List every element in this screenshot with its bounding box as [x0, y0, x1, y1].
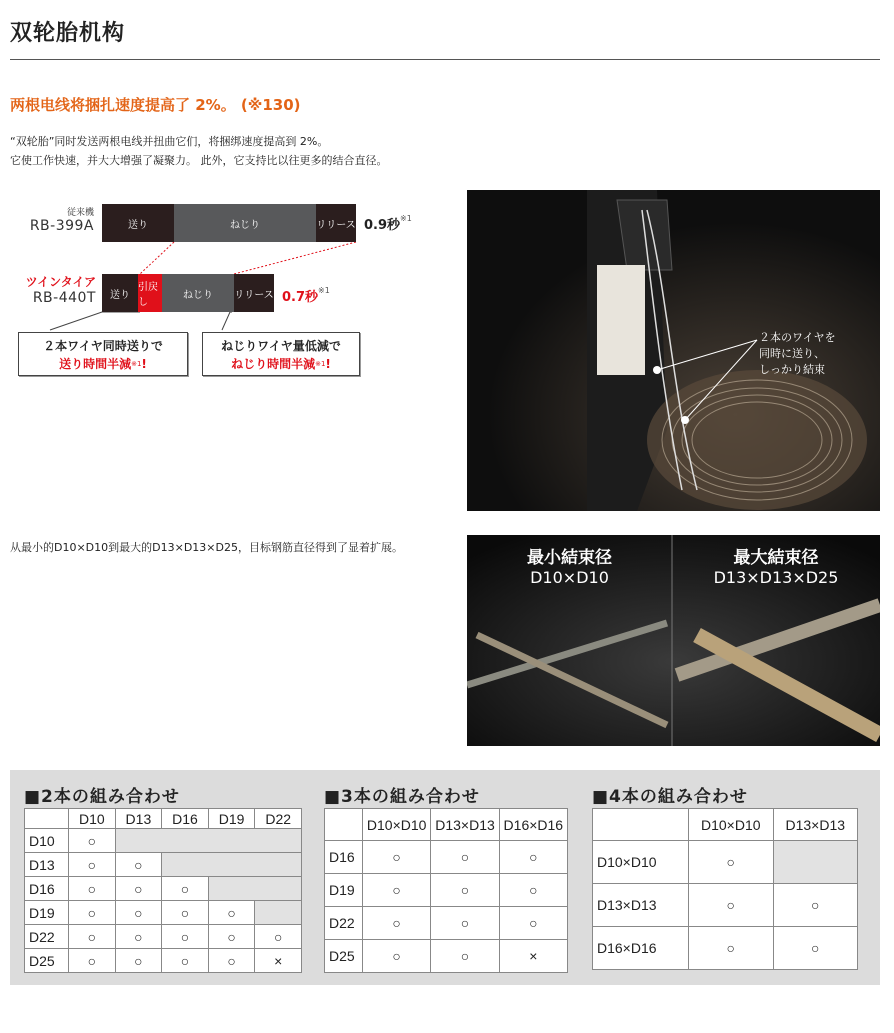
row-header: D13×D13 — [593, 884, 689, 927]
column-header: D19 — [208, 809, 255, 829]
compat-cell: ○ — [499, 874, 567, 907]
column-header: D16 — [162, 809, 209, 829]
new-time-value: 0.7秒 — [282, 290, 319, 305]
compat-cell: ○ — [431, 841, 499, 874]
row-header: D22 — [325, 907, 363, 940]
callout-twist — [202, 332, 360, 376]
new-machine-label — [10, 276, 96, 306]
compat-cell: ○ — [208, 925, 255, 949]
new-seg-pullback: 引戻し — [138, 274, 162, 312]
old-time-note: ※1 — [400, 214, 412, 223]
compat-cell: ○ — [363, 841, 431, 874]
row-header: D10 — [25, 829, 69, 853]
compat-cell: ○ — [162, 925, 209, 949]
compat-cell: ○ — [499, 841, 567, 874]
old-time-value: 0.9秒 — [364, 218, 401, 233]
old-machine-model: RB-399A — [29, 218, 94, 235]
row-header: D16×D16 — [593, 927, 689, 970]
compat-cell: ○ — [431, 907, 499, 940]
table-row — [593, 927, 858, 970]
row-header: D16 — [325, 841, 363, 874]
compat-cell: ○ — [162, 877, 209, 901]
max-diameter-value: D13×D13×D25 — [713, 568, 839, 587]
compat-cell: ○ — [255, 925, 302, 949]
compat-cell: ○ — [115, 925, 162, 949]
new-time-note: ※1 — [318, 286, 330, 295]
table-row — [25, 901, 302, 925]
compat-cell: ○ — [69, 829, 116, 853]
machine-photo — [467, 190, 880, 511]
min-diameter-title: 最小結束径 — [527, 548, 612, 568]
compat-cell: ○ — [689, 927, 774, 970]
compat-cell: ○ — [689, 841, 774, 884]
four-bar-title: ■4本の組み合わせ — [592, 787, 748, 807]
headline: 两根电线将捆扎速度提高了 2%。 (※130) — [10, 96, 301, 114]
compat-cell: ○ — [162, 901, 209, 925]
unavailable-cell — [208, 877, 301, 901]
table-corner — [325, 809, 363, 841]
four-bar-table — [592, 808, 858, 970]
table-row — [325, 874, 568, 907]
row-header: D22 — [25, 925, 69, 949]
old-seg-release: リリース — [316, 204, 356, 242]
old-seg-feed: 送り — [102, 204, 174, 242]
column-header: D10×D10 — [689, 809, 774, 841]
table-row — [25, 949, 302, 973]
compat-cell: ○ — [115, 949, 162, 973]
column-header: D13 — [115, 809, 162, 829]
compat-cell: ○ — [499, 907, 567, 940]
row-header: D19 — [25, 901, 69, 925]
min-diameter-label — [467, 543, 672, 587]
table-row — [325, 907, 568, 940]
title-divider — [10, 59, 880, 60]
table-row — [593, 841, 858, 884]
table-row — [593, 884, 858, 927]
callout-feed-line1: ２本ワイヤ同時送りで — [43, 339, 163, 353]
compat-cell: ○ — [431, 940, 499, 973]
compat-cell: ○ — [773, 927, 858, 970]
old-machine-label — [10, 208, 94, 234]
compat-cell: ○ — [115, 877, 162, 901]
callout-feed — [18, 332, 188, 376]
row-header: D10×D10 — [593, 841, 689, 884]
compat-cell: ○ — [773, 884, 858, 927]
table-corner — [25, 809, 69, 829]
compat-cell: ○ — [363, 907, 431, 940]
two-bar-title: ■2本の組み合わせ — [24, 787, 180, 807]
column-header: D16×D16 — [499, 809, 567, 841]
new-machine-name: ツインタイア — [25, 275, 96, 289]
compat-cell: ○ — [363, 940, 431, 973]
new-seg-release: リリース — [234, 274, 274, 312]
compat-cell: × — [255, 949, 302, 973]
compat-cell: ○ — [208, 901, 255, 925]
row-header: D25 — [25, 949, 69, 973]
diameter-photo — [467, 535, 880, 746]
compat-cell: ○ — [431, 874, 499, 907]
max-diameter-label — [672, 543, 880, 587]
row-header: D16 — [25, 877, 69, 901]
column-header: D22 — [255, 809, 302, 829]
table-row — [25, 925, 302, 949]
table-row — [25, 877, 302, 901]
compat-cell: ○ — [363, 874, 431, 907]
timing-diagram — [10, 190, 430, 390]
compat-cell: ○ — [115, 901, 162, 925]
compat-cell: ○ — [162, 949, 209, 973]
row-header: D19 — [325, 874, 363, 907]
column-header: D10 — [69, 809, 116, 829]
row-header: D25 — [325, 940, 363, 973]
old-machine-caption: 従来機 — [66, 208, 94, 218]
column-header: D13×D13 — [773, 809, 858, 841]
intro-text — [10, 132, 388, 170]
unavailable-cell — [115, 829, 301, 853]
table-row — [325, 841, 568, 874]
compat-cell: ○ — [208, 949, 255, 973]
compat-cell: ○ — [69, 877, 116, 901]
new-seg-feed: 送り — [102, 274, 138, 312]
page-title: 双轮胎机构 — [10, 21, 126, 46]
compat-cell: ○ — [69, 949, 116, 973]
column-header: D10×D10 — [363, 809, 431, 841]
new-machine-model: RB-440T — [32, 289, 96, 306]
intro-line: “双轮胎”同时发送两根电线并扭曲它们，将捆绑速度提高到 2%。 — [10, 135, 329, 148]
old-time — [364, 214, 412, 233]
unavailable-cell — [162, 853, 302, 877]
table-row — [25, 853, 302, 877]
unavailable-cell — [255, 901, 302, 925]
table-corner — [593, 809, 689, 841]
min-diameter-value: D10×D10 — [530, 568, 609, 587]
max-diameter-title: 最大結束径 — [733, 548, 819, 568]
new-time — [282, 286, 330, 305]
row-header: D13 — [25, 853, 69, 877]
new-seg-twist: ねじり — [162, 274, 234, 312]
compat-cell: ○ — [689, 884, 774, 927]
column-header: D13×D13 — [431, 809, 499, 841]
three-bar-table — [324, 808, 568, 973]
compat-cell: ○ — [69, 901, 116, 925]
diameter-caption: 从最小的D10×D10到最大的D13×D13×D25，目标钢筋直径得到了显着扩展。 — [10, 541, 403, 554]
three-bar-title: ■3本の組み合わせ — [324, 787, 480, 807]
callout-twist-line1: ねじりワイヤ量低減で — [221, 339, 341, 353]
combination-panel — [10, 770, 880, 985]
compat-cell: × — [499, 940, 567, 973]
two-bar-table — [24, 808, 302, 973]
callout-twist-line2: ねじり時間半減$^{※1}$! — [231, 357, 331, 371]
old-seg-twist: ねじり — [174, 204, 316, 242]
table-row — [325, 940, 568, 973]
compat-cell: ○ — [69, 925, 116, 949]
wire-annotation: ２本のワイヤを 同時に送り、 しっかり結束 — [759, 331, 836, 376]
unavailable-cell — [773, 841, 858, 884]
intro-line: 它使工作快速，并大大增强了凝聚力。 此外，它支持比以往更多的结合直径。 — [10, 154, 388, 167]
table-row — [25, 829, 302, 853]
compat-cell: ○ — [115, 853, 162, 877]
callout-feed-line2: 送り時間半減$^{※1}$! — [59, 357, 147, 371]
compat-cell: ○ — [69, 853, 116, 877]
